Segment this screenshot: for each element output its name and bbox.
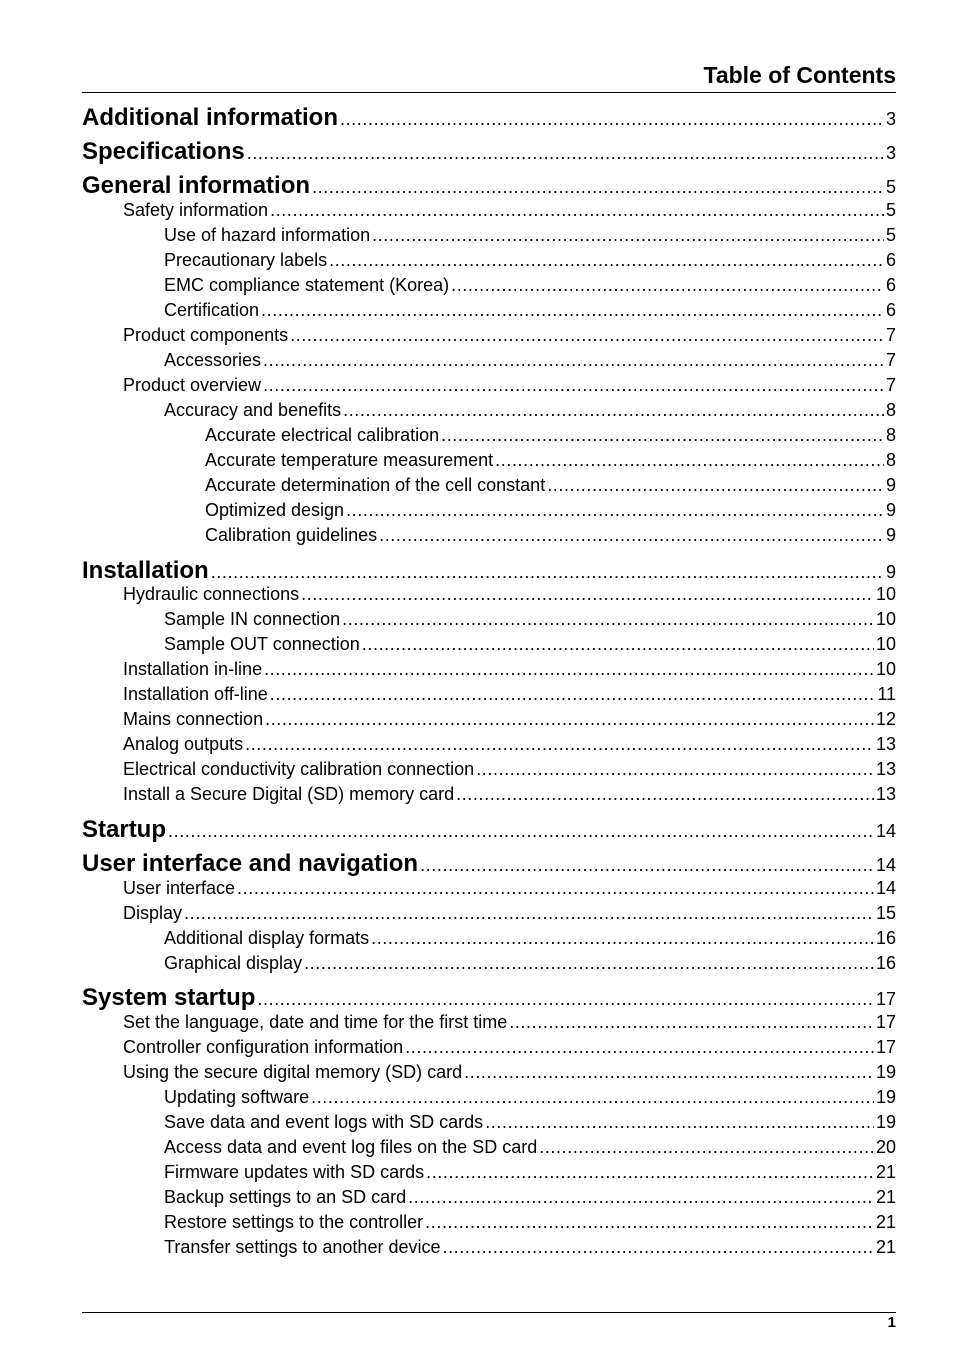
toc-entry[interactable] — [82, 876, 896, 901]
toc-entry-label: Electrical conductivity calibration connection — [123, 759, 475, 779]
toc-entry[interactable] — [82, 1185, 896, 1210]
toc-entry-label: Use of hazard information — [164, 225, 371, 245]
dot-leader — [264, 657, 874, 682]
dot-leader — [371, 926, 874, 951]
dot-leader — [270, 682, 876, 707]
toc-entry-page: 3 — [885, 109, 896, 129]
dot-leader — [509, 1010, 874, 1035]
toc-entry[interactable] — [82, 323, 896, 348]
toc-entry-page: 10 — [875, 584, 896, 604]
dot-leader — [304, 951, 874, 976]
toc-entry-label: Specifications — [82, 138, 245, 165]
dot-leader — [362, 632, 874, 657]
toc-entry-page: 13 — [875, 759, 896, 779]
toc-entry-label: General information — [82, 172, 311, 199]
dot-leader — [405, 1035, 874, 1060]
dot-leader — [451, 273, 884, 298]
toc-entry-label: Additional information — [82, 104, 338, 131]
toc-entry[interactable] — [82, 423, 896, 448]
toc-entry[interactable] — [82, 657, 896, 682]
toc-entry-page: 8 — [885, 450, 896, 470]
toc-entry[interactable] — [82, 298, 896, 323]
toc-entry-page: 10 — [875, 634, 896, 654]
toc-entry-label: Precautionary labels — [164, 250, 328, 270]
toc-entry[interactable] — [82, 682, 896, 707]
dot-leader — [495, 448, 884, 473]
dot-leader — [342, 607, 874, 632]
toc-entry-page: 7 — [885, 350, 896, 370]
dot-leader — [245, 732, 874, 757]
toc-entry-page: 21 — [875, 1237, 896, 1257]
toc-entry-label: Firmware updates with SD cards — [164, 1162, 425, 1182]
toc-entry-label: Product overview — [123, 375, 262, 395]
toc-entry-page: 20 — [875, 1137, 896, 1157]
toc-entry-label: Accurate temperature measurement — [205, 450, 494, 470]
dot-leader — [456, 782, 874, 807]
toc-entry[interactable] — [82, 223, 896, 248]
dot-leader — [343, 398, 884, 423]
dot-leader — [263, 348, 884, 373]
toc-entry-page: 14 — [875, 821, 896, 841]
toc-entry-page: 13 — [875, 734, 896, 754]
toc-entry[interactable] — [82, 1035, 896, 1060]
toc-entry[interactable] — [82, 1135, 896, 1160]
toc-entry[interactable] — [82, 1110, 896, 1135]
toc-entry-label: Save data and event logs with SD cards — [164, 1112, 484, 1132]
dot-leader — [476, 757, 874, 782]
dot-leader — [464, 1060, 874, 1085]
dot-leader — [290, 323, 884, 348]
toc-entry[interactable] — [82, 1010, 896, 1035]
toc-entry-label: Controller configuration information — [123, 1037, 404, 1057]
toc-entry-page: 9 — [885, 500, 896, 520]
dot-leader — [485, 1110, 874, 1135]
toc-entry-label: Calibration guidelines — [205, 525, 378, 545]
dot-leader — [168, 816, 874, 846]
toc-entry-page: 16 — [875, 928, 896, 948]
toc-entry-page: 8 — [885, 400, 896, 420]
toc-entry[interactable] — [82, 448, 896, 473]
toc-entry-label: Install a Secure Digital (SD) memory card — [123, 784, 455, 804]
dot-leader — [237, 876, 874, 901]
toc-entry-page: 10 — [875, 609, 896, 629]
toc-entry[interactable] — [82, 1210, 896, 1235]
toc-entry-label: Sample IN connection — [164, 609, 341, 629]
toc-entry-label: Set the language, date and time for the first time — [123, 1012, 508, 1032]
toc-entry-page: 17 — [875, 1037, 896, 1057]
dot-leader — [311, 1085, 874, 1110]
toc-entry[interactable] — [82, 815, 896, 846]
toc-entry[interactable] — [82, 398, 896, 423]
toc-entry-page: 8 — [885, 425, 896, 445]
toc-entry-label: Updating software — [164, 1087, 310, 1107]
dot-leader — [346, 498, 884, 523]
toc-entry[interactable] — [82, 1235, 896, 1260]
toc-entry[interactable] — [82, 137, 896, 168]
toc-entry[interactable] — [82, 348, 896, 373]
toc-entry-page: 17 — [875, 1012, 896, 1032]
toc-entry-label: Installation in-line — [123, 659, 263, 679]
toc-entry[interactable] — [82, 198, 896, 223]
toc-entry-label: Optimized design — [205, 500, 345, 520]
dot-leader — [270, 198, 884, 223]
dot-leader — [263, 373, 884, 398]
toc-entry-page: 21 — [875, 1162, 896, 1182]
toc-entry-label: Backup settings to an SD card — [164, 1187, 407, 1207]
toc-entry[interactable] — [82, 732, 896, 757]
toc-entry-page: 21 — [875, 1187, 896, 1207]
dot-leader — [547, 473, 884, 498]
toc-entry-label: Transfer settings to another device — [164, 1237, 441, 1257]
toc-entry-label: Analog outputs — [123, 734, 244, 754]
dot-leader — [372, 223, 884, 248]
toc-entry[interactable] — [82, 632, 896, 657]
toc-entry-page: 16 — [875, 953, 896, 973]
toc-entry[interactable] — [82, 901, 896, 926]
toc-entry-label: Safety information — [123, 200, 269, 220]
toc-entry[interactable] — [82, 607, 896, 632]
toc-entry-label: Sample OUT connection — [164, 634, 360, 654]
toc-entry-page: 7 — [885, 375, 896, 395]
toc-entry[interactable] — [82, 273, 896, 298]
toc-entry-page: 11 — [877, 684, 896, 704]
dot-leader — [426, 1160, 874, 1185]
dot-leader — [379, 523, 884, 548]
toc-entry-page: 9 — [885, 525, 896, 545]
toc-entry[interactable] — [82, 498, 896, 523]
toc-entry[interactable] — [82, 707, 896, 732]
toc-entry-page: 19 — [875, 1112, 896, 1132]
toc-entry[interactable] — [82, 1160, 896, 1185]
toc-entry-page: 21 — [875, 1212, 896, 1232]
toc-entry-label: Mains connection — [123, 709, 264, 729]
dot-leader — [184, 901, 874, 926]
dot-leader — [301, 582, 874, 607]
toc-entry-page: 6 — [885, 250, 896, 270]
dot-leader — [442, 1235, 873, 1260]
toc-entry-page: 7 — [885, 325, 896, 345]
toc-entry-label: Accessories — [164, 350, 262, 370]
toc-entry-label: User interface and navigation — [82, 850, 419, 877]
toc-entry[interactable] — [82, 926, 896, 951]
toc-entry-page: 5 — [885, 225, 896, 245]
toc-entry[interactable] — [82, 582, 896, 607]
toc-entry-page: 17 — [875, 989, 896, 1009]
dot-leader — [425, 1210, 874, 1235]
toc-entry-label: Access data and event log files on the SD card — [164, 1137, 538, 1157]
toc-entry-label: Restore settings to the controller — [164, 1212, 424, 1232]
dot-leader — [247, 138, 884, 168]
dot-leader — [539, 1135, 874, 1160]
toc-entry[interactable] — [82, 757, 896, 782]
table-of-contents — [82, 0, 896, 1300]
page-title: Table of Contents — [703, 62, 896, 88]
toc-entry-label: Accurate electrical calibration — [205, 425, 440, 445]
toc-entry-page: 14 — [875, 855, 896, 875]
toc-entry-page: 14 — [875, 878, 896, 898]
toc-entry[interactable] — [82, 523, 896, 548]
toc-entry-page: 5 — [885, 200, 896, 220]
toc-entry-page: 5 — [885, 177, 896, 197]
toc-entry-page: 9 — [885, 562, 896, 582]
toc-entry[interactable] — [82, 248, 896, 273]
toc-entry-page: 6 — [885, 275, 896, 295]
toc-entry-label: Hydraulic connections — [123, 584, 300, 604]
toc-entry[interactable] — [82, 1060, 896, 1085]
toc-entry-label: Installation off-line — [123, 684, 268, 704]
toc-entry-page: 6 — [885, 300, 896, 320]
toc-entry-label: System startup — [82, 984, 256, 1011]
toc-entry-label: EMC compliance statement (Korea) — [164, 275, 450, 295]
toc-entry-label: Accuracy and benefits — [164, 400, 342, 420]
dot-leader — [441, 423, 884, 448]
toc-entry-page: 10 — [875, 659, 896, 679]
page-number: 1 — [887, 1314, 896, 1331]
toc-entry[interactable] — [82, 951, 896, 976]
dot-leader — [340, 104, 884, 134]
toc-entry-label: User interface — [123, 878, 236, 898]
toc-entry-label: Certification — [164, 300, 260, 320]
toc-entry-page: 9 — [885, 475, 896, 495]
toc-entry-label: Additional display formats — [164, 928, 370, 948]
toc-entry-label: Installation — [82, 557, 209, 584]
toc-entry-label: Graphical display — [164, 953, 303, 973]
toc-entry[interactable] — [82, 782, 896, 807]
toc-entry-label: Display — [123, 903, 183, 923]
toc-entry-page: 3 — [885, 143, 896, 163]
toc-entry-label: Startup — [82, 816, 166, 843]
toc-entry[interactable] — [82, 373, 896, 398]
toc-entry[interactable] — [82, 473, 896, 498]
toc-entry-label: Product components — [123, 325, 289, 345]
dot-leader — [265, 707, 874, 732]
toc-entry-page: 19 — [875, 1062, 896, 1082]
toc-entry[interactable] — [82, 1085, 896, 1110]
toc-entry-label: Using the secure digital memory (SD) card — [123, 1062, 463, 1082]
toc-entry-page: 12 — [875, 709, 896, 729]
toc-entry-page: 15 — [875, 903, 896, 923]
dot-leader — [408, 1185, 874, 1210]
toc-entry[interactable] — [82, 103, 896, 134]
toc-entry-page: 19 — [875, 1087, 896, 1107]
dot-leader — [329, 248, 884, 273]
dot-leader — [261, 298, 884, 323]
toc-entry-label: Accurate determination of the cell constant — [205, 475, 546, 495]
toc-entry-page: 13 — [875, 784, 896, 804]
footer-divider — [82, 1312, 896, 1313]
